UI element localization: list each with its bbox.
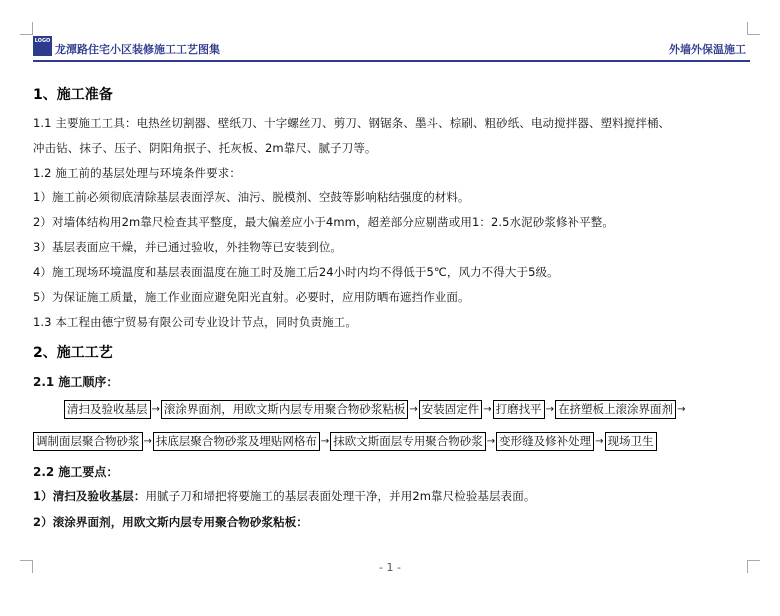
header-section-title: 外墙外保温施工 [669, 43, 746, 56]
process-flow-row-2 [33, 432, 657, 451]
company-logo: LOGO [33, 36, 52, 56]
flow-step: 调制面层聚合物砂浆 [33, 432, 143, 451]
section1-line-8: 5）为保证施工质量，施工作业面应避免阳光直射。必要时，应用防晒布遮挡作业面。 [33, 290, 470, 304]
flow-step: 抹底层聚合物砂浆及埋贴网格布 [153, 432, 320, 451]
flow-arrow: → [545, 404, 555, 415]
section1-line-3: 1.2 施工前的基层处理与环境条件要求： [33, 166, 241, 180]
flow-arrow: → [320, 436, 330, 447]
section1-line-5: 2）对墙体结构用2m靠尺检查其平整度，最大偏差应小于4mm，超差部分应剔凿或用1：2.5水泥砂浆修补平整。 [33, 215, 614, 229]
subsection-2-1-heading: 2.1 施工顺序： [33, 375, 119, 389]
point-1-text: 用腻子刀和埽把将要施工的基层表面处理干净，并用2m靠尺检验基层表面。 [145, 489, 536, 503]
flow-step: 滚涂界面剂，用欧文斯内层专用聚合物砂浆粘板 [161, 400, 409, 419]
flow-arrow: → [151, 404, 160, 415]
flow-step: 现场卫生 [605, 432, 657, 451]
section1-line-1: 1.1 主要施工工具：电热丝切割器、壁纸刀、十字螺丝刀、剪刀、钢锯条、墨斗、棕刷、粗砂纸、电动搅拌器、塑料搅拌桶、 [33, 116, 671, 130]
flow-step: 打磨找平 [493, 400, 545, 419]
point-2-label: 2）滚涂界面剂，用欧文斯内层专用聚合物砂浆粘板： [33, 515, 308, 529]
section2-heading: 2、施工工艺 [33, 345, 113, 361]
subsection-2-2-heading: 2.2 施工要点： [33, 465, 119, 479]
point-1 [33, 488, 535, 504]
flow-step: 变形缝及修补处理 [496, 432, 594, 451]
section1-line-7: 4）施工现场环境温度和基层表面温度在施工时及施工后24小时内均不得低于5℃，风力不得大于5级。 [33, 265, 559, 279]
flow-arrow: → [409, 404, 418, 415]
flow-arrow: → [677, 404, 686, 415]
flow-arrow: → [595, 436, 604, 447]
process-flow-row-1 [64, 400, 686, 419]
section1-heading: 1、施工准备 [33, 87, 113, 103]
page-header [33, 36, 750, 62]
flow-arrow: → [143, 436, 152, 447]
header-document-title: 龙潭路住宅小区装修施工工艺图集 [55, 43, 220, 56]
point-1-label: 1）清扫及验收基层： [33, 489, 146, 503]
flow-step: 安装固定件 [419, 400, 483, 419]
crop-mark-top-right [747, 22, 760, 35]
section1-line-2: 冲击钻、抹子、压子、阴阳角抿子、托灰板、2m靠尺、腻子刀等。 [33, 141, 377, 155]
section1-line-6: 3）基层表面应干燥，并已通过验收，外挂物等已安装到位。 [33, 240, 343, 254]
flow-arrow: → [486, 436, 496, 447]
section1-line-9: 1.3 本工程由德宁贸易有限公司专业设计节点，同时负责施工。 [33, 315, 357, 329]
crop-mark-top-left [20, 22, 33, 35]
flow-step: 抹欧文斯面层专用聚合物砂浆 [330, 432, 486, 451]
section1-line-4: 1）施工前必须彻底清除基层表面浮灰、油污、脱模剂、空鼓等影响粘结强度的材料。 [33, 190, 470, 204]
page-number: - 1 - [379, 561, 401, 574]
flow-step: 在挤塑板上滚涂界面剂 [555, 400, 676, 419]
flow-arrow: → [483, 404, 492, 415]
flow-step: 清扫及验收基层 [64, 400, 151, 419]
